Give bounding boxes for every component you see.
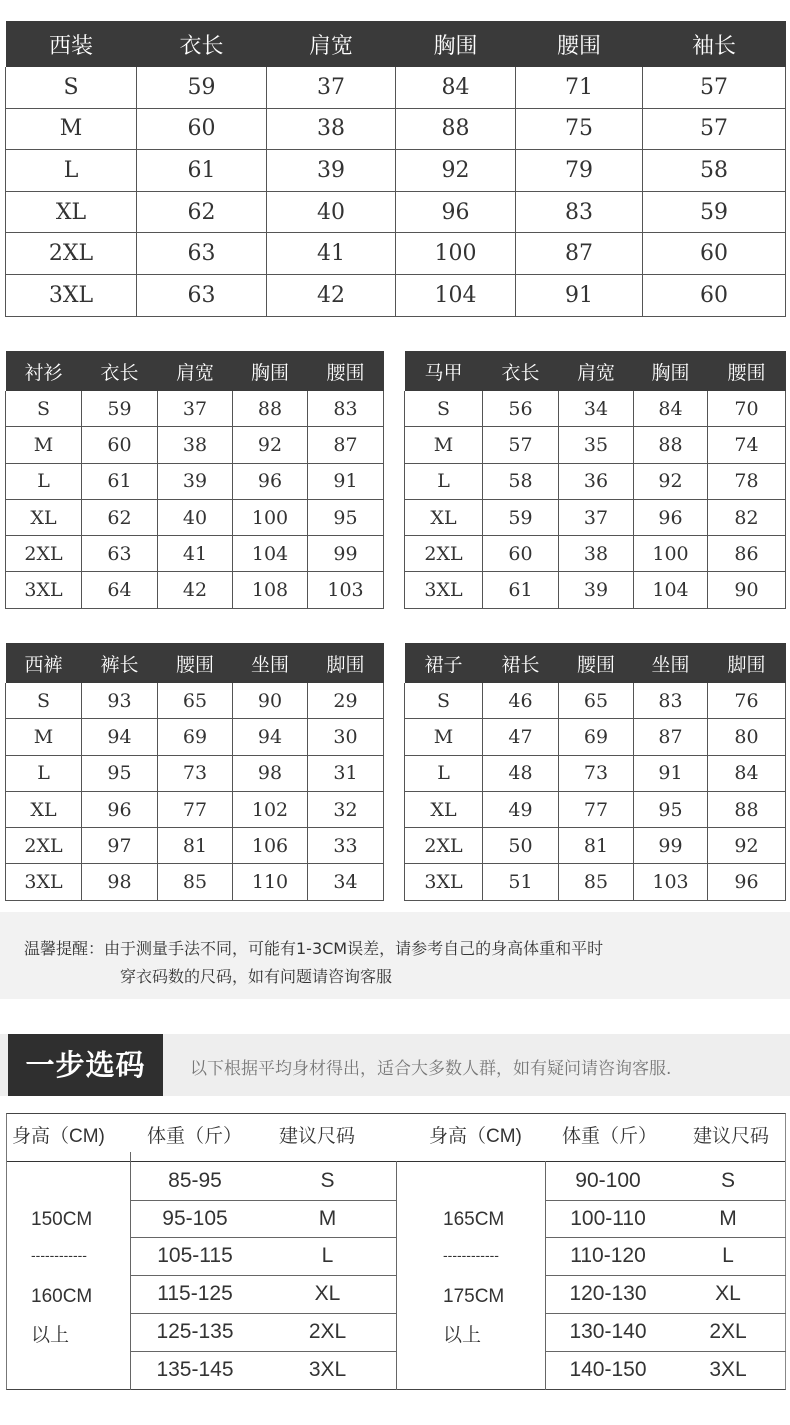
recommended-size-cell: XL xyxy=(314,1282,341,1306)
column-header: 肩宽 xyxy=(158,351,233,391)
table-row xyxy=(6,463,384,499)
measurement-cell: 95 xyxy=(634,791,708,827)
table-row xyxy=(6,150,786,192)
table-row xyxy=(6,864,384,900)
measurement-cell: 60 xyxy=(643,274,786,316)
size-label-cell: 3XL xyxy=(405,864,483,900)
weight-range-cell: 135-145 xyxy=(156,1357,234,1381)
right-height-b: 175CM xyxy=(443,1286,505,1307)
recommended-size-cell: 2XL xyxy=(308,1319,347,1343)
measurement-cell: 60 xyxy=(643,233,786,275)
size-label-cell: S xyxy=(6,391,82,427)
shirt-size-table xyxy=(5,351,384,609)
weight-range-cell: 100-110 xyxy=(570,1206,646,1230)
column-header: 脚围 xyxy=(308,643,384,683)
measurement-cell: 103 xyxy=(634,864,708,900)
size-label-cell: XL xyxy=(6,191,137,233)
table-row xyxy=(6,791,384,827)
measurement-cell: 63 xyxy=(137,233,267,275)
size-label-cell: S xyxy=(6,683,82,719)
measurement-cell: 65 xyxy=(559,683,634,719)
measurement-cell: 59 xyxy=(137,67,267,108)
weight-range-cell: 120-130 xyxy=(569,1282,647,1306)
weight-range-cell: 85-95 xyxy=(168,1169,222,1192)
measurement-cell: 95 xyxy=(308,499,384,535)
size-label-cell: 2XL xyxy=(405,536,483,572)
measurement-cell: 69 xyxy=(559,719,634,755)
left-height-a: 150CM xyxy=(31,1209,93,1230)
measurement-cell: 87 xyxy=(634,719,708,755)
measurement-cell: 104 xyxy=(634,572,708,608)
column-header: 腰围 xyxy=(158,643,233,683)
measurement-cell: 56 xyxy=(483,391,559,427)
measurement-cell: 88 xyxy=(396,108,516,150)
measurement-cell: 83 xyxy=(634,683,708,719)
measurement-cell: 80 xyxy=(708,719,786,755)
header-weight-right: 体重（斤） xyxy=(562,1126,658,1147)
measurement-cell: 47 xyxy=(483,719,559,755)
measurement-cell: 38 xyxy=(158,427,233,463)
size-label-cell: L xyxy=(6,755,82,791)
measurement-cell: 87 xyxy=(308,427,384,463)
measurement-cell: 34 xyxy=(308,864,384,900)
measurement-cell: 65 xyxy=(158,683,233,719)
recommended-size-cell: 3XL xyxy=(308,1357,347,1381)
banner-title: 一步选码 xyxy=(8,1034,163,1096)
column-header: 胸围 xyxy=(396,21,516,67)
measurement-cell: 82 xyxy=(708,499,786,535)
column-header: 腰围 xyxy=(308,351,384,391)
size-label-cell: M xyxy=(6,427,82,463)
table-header-row xyxy=(6,21,786,67)
size-label-cell: L xyxy=(405,463,483,499)
measurement-cell: 42 xyxy=(267,274,396,316)
column-header: 脚围 xyxy=(708,643,786,683)
size-label-cell: L xyxy=(6,463,82,499)
table-row xyxy=(6,391,384,427)
measurement-cell: 49 xyxy=(483,791,559,827)
measurement-cell: 100 xyxy=(396,233,516,275)
measurement-cell: 94 xyxy=(82,719,158,755)
size-selector-banner xyxy=(0,1034,790,1096)
column-header: 袖长 xyxy=(643,21,786,67)
table-row xyxy=(405,719,786,755)
size-label-cell: 2XL xyxy=(405,828,483,864)
table-row xyxy=(6,828,384,864)
measurement-cell: 37 xyxy=(559,499,634,535)
measurement-cell: 29 xyxy=(308,683,384,719)
measurement-cell: 91 xyxy=(634,755,708,791)
measurement-cell: 90 xyxy=(708,572,786,608)
measurement-cell: 92 xyxy=(233,427,308,463)
recommended-size-cell: L xyxy=(722,1244,734,1268)
measurement-cell: 32 xyxy=(308,791,384,827)
measurement-cell: 98 xyxy=(82,864,158,900)
right-height-a: 165CM xyxy=(443,1209,505,1230)
measurement-cell: 64 xyxy=(82,572,158,608)
measurement-cell: 33 xyxy=(308,828,384,864)
measurement-cell: 50 xyxy=(483,828,559,864)
header-size-left: 建议尺码 xyxy=(279,1126,356,1147)
table-row xyxy=(405,391,786,427)
table-row xyxy=(405,791,786,827)
measurement-cell: 37 xyxy=(158,391,233,427)
measurement-cell: 38 xyxy=(267,108,396,150)
measurement-cell: 63 xyxy=(137,274,267,316)
table-row xyxy=(405,572,786,608)
size-label-cell: S xyxy=(405,391,483,427)
size-label-cell: 2XL xyxy=(6,536,82,572)
measurement-cell: 77 xyxy=(559,791,634,827)
size-label-cell: XL xyxy=(405,791,483,827)
measurement-cell: 63 xyxy=(82,536,158,572)
table-row xyxy=(6,191,786,233)
tip-line-1: 温馨提醒：由于测量手法不同，可能有1-3CM误差，请参考自己的身高体重和平时 xyxy=(24,939,604,958)
measurement-cell: 96 xyxy=(233,463,308,499)
measurement-cell: 94 xyxy=(233,719,308,755)
measurement-cell: 96 xyxy=(634,499,708,535)
column-header: 衣长 xyxy=(483,351,559,391)
measurement-cell: 60 xyxy=(137,108,267,150)
measurement-cell: 48 xyxy=(483,755,559,791)
size-label-cell: 3XL xyxy=(6,864,82,900)
measurement-cell: 91 xyxy=(308,463,384,499)
recommended-size-cell: 3XL xyxy=(709,1357,747,1381)
measurement-cell: 88 xyxy=(634,427,708,463)
measurement-cell: 61 xyxy=(483,572,559,608)
size-label-cell: S xyxy=(405,683,483,719)
column-header: 衣长 xyxy=(137,21,267,67)
size-label-cell: 3XL xyxy=(6,274,137,316)
weight-range-cell: 90-100 xyxy=(575,1169,641,1192)
measurement-cell: 92 xyxy=(634,463,708,499)
table-row xyxy=(6,108,786,150)
measurement-cell: 39 xyxy=(267,150,396,192)
table-row xyxy=(6,683,384,719)
right-separator: ------------ xyxy=(443,1247,499,1263)
measurement-cell: 83 xyxy=(308,391,384,427)
header-weight-left: 体重（斤） xyxy=(147,1126,243,1147)
measurement-cell: 110 xyxy=(233,864,308,900)
measurement-cell: 57 xyxy=(643,108,786,150)
measurement-cell: 30 xyxy=(308,719,384,755)
size-label-cell: 3XL xyxy=(6,572,82,608)
column-header: 马甲 xyxy=(405,351,483,391)
size-label-cell: 3XL xyxy=(405,572,483,608)
size-label-cell: L xyxy=(405,755,483,791)
measurement-cell: 95 xyxy=(82,755,158,791)
column-header: 胸围 xyxy=(233,351,308,391)
measurement-cell: 98 xyxy=(233,755,308,791)
recommended-size-cell: S xyxy=(320,1169,335,1192)
table-row xyxy=(6,536,384,572)
column-header: 腰围 xyxy=(708,351,786,391)
weight-range-cell: 95-105 xyxy=(162,1206,228,1230)
column-header: 衬衫 xyxy=(6,351,82,391)
recommended-size-cell: 2XL xyxy=(709,1319,747,1343)
measurement-cell: 99 xyxy=(634,828,708,864)
measurement-cell: 40 xyxy=(158,499,233,535)
measurement-cell: 96 xyxy=(82,791,158,827)
size-label-cell: XL xyxy=(405,499,483,535)
size-label-cell: M xyxy=(6,719,82,755)
table-row xyxy=(6,572,384,608)
size-label-cell: 2XL xyxy=(6,828,82,864)
pants-size-table xyxy=(5,643,384,901)
left-height-b-suffix: 以上 xyxy=(31,1325,70,1346)
tip-line-2: 穿衣码数的尺码，如有问题请咨询客服 xyxy=(120,967,393,986)
measurement-cell: 59 xyxy=(82,391,158,427)
table-row xyxy=(6,719,384,755)
left-height-b: 160CM xyxy=(31,1286,93,1307)
recommended-size-cell: M xyxy=(719,1206,737,1230)
measurement-cell: 31 xyxy=(308,755,384,791)
size-label-cell: S xyxy=(6,67,137,108)
column-header: 腰围 xyxy=(516,21,643,67)
vest-size-table xyxy=(404,351,786,609)
measurement-cell: 91 xyxy=(516,274,643,316)
measurement-cell: 106 xyxy=(233,828,308,864)
measurement-cell: 41 xyxy=(267,233,396,275)
left-separator: ------------ xyxy=(31,1247,87,1263)
measurement-cell: 77 xyxy=(158,791,233,827)
table-row xyxy=(405,828,786,864)
measurement-cell: 38 xyxy=(559,536,634,572)
table-header-row xyxy=(6,351,384,391)
measurement-cell: 99 xyxy=(308,536,384,572)
measurement-cell: 69 xyxy=(158,719,233,755)
column-header: 腰围 xyxy=(559,643,634,683)
column-header: 裙子 xyxy=(405,643,483,683)
measurement-cell: 61 xyxy=(82,463,158,499)
column-header: 衣长 xyxy=(82,351,158,391)
measurement-cell: 59 xyxy=(643,191,786,233)
measurement-cell: 37 xyxy=(267,67,396,108)
measurement-cell: 86 xyxy=(708,536,786,572)
weight-range-cell: 110-120 xyxy=(570,1244,646,1268)
recommended-size-cell: L xyxy=(321,1244,334,1268)
measurement-cell: 71 xyxy=(516,67,643,108)
column-header: 胸围 xyxy=(634,351,708,391)
measurement-cell: 97 xyxy=(82,828,158,864)
measurement-cell: 34 xyxy=(559,391,634,427)
header-height-left: 身高（CM) xyxy=(12,1126,105,1147)
measurement-cell: 102 xyxy=(233,791,308,827)
table-row xyxy=(405,755,786,791)
measurement-cell: 85 xyxy=(559,864,634,900)
measurement-cell: 58 xyxy=(483,463,559,499)
size-recommendation-table xyxy=(6,1113,786,1390)
measurement-cell: 61 xyxy=(137,150,267,192)
size-label-cell: M xyxy=(405,719,483,755)
table-row xyxy=(6,233,786,275)
measurement-cell: 36 xyxy=(559,463,634,499)
recommended-size-cell: S xyxy=(720,1169,735,1192)
weight-range-cell: 140-150 xyxy=(569,1357,647,1381)
measurement-cell: 57 xyxy=(483,427,559,463)
column-header: 肩宽 xyxy=(559,351,634,391)
suit-size-table xyxy=(5,21,786,317)
measurement-cell: 42 xyxy=(158,572,233,608)
header-height-right: 身高（CM) xyxy=(429,1126,522,1147)
table-row xyxy=(6,755,384,791)
column-header: 西装 xyxy=(6,21,137,67)
table-row xyxy=(6,274,786,316)
column-header: 坐围 xyxy=(233,643,308,683)
table-header-row xyxy=(6,643,384,683)
measurement-cell: 93 xyxy=(82,683,158,719)
measurement-cell: 88 xyxy=(708,791,786,827)
measurement-cell: 104 xyxy=(396,274,516,316)
recommended-size-cell: XL xyxy=(715,1282,741,1306)
table-row xyxy=(405,463,786,499)
measurement-cell: 81 xyxy=(559,828,634,864)
measurement-cell: 75 xyxy=(516,108,643,150)
column-header: 裤长 xyxy=(82,643,158,683)
table-row xyxy=(405,427,786,463)
table-row xyxy=(405,499,786,535)
table-row xyxy=(6,67,786,108)
size-label-cell: XL xyxy=(6,499,82,535)
measurement-cell: 59 xyxy=(483,499,559,535)
measurement-cell: 73 xyxy=(559,755,634,791)
measurement-cell: 51 xyxy=(483,864,559,900)
column-header: 西裤 xyxy=(6,643,82,683)
measurement-cell: 58 xyxy=(643,150,786,192)
measurement-cell: 92 xyxy=(708,828,786,864)
measurement-cell: 79 xyxy=(516,150,643,192)
measurement-cell: 62 xyxy=(137,191,267,233)
size-label-cell: XL xyxy=(6,791,82,827)
measurement-cell: 84 xyxy=(634,391,708,427)
recommended-size-cell: M xyxy=(318,1206,337,1230)
size-label-cell: M xyxy=(405,427,483,463)
measurement-cell: 100 xyxy=(634,536,708,572)
measurement-cell: 84 xyxy=(708,755,786,791)
measurement-cell: 92 xyxy=(396,150,516,192)
measurement-cell: 96 xyxy=(708,864,786,900)
column-header: 肩宽 xyxy=(267,21,396,67)
table-header-row xyxy=(405,351,786,391)
measurement-cell: 62 xyxy=(82,499,158,535)
measurement-cell: 60 xyxy=(483,536,559,572)
measurement-cell: 74 xyxy=(708,427,786,463)
measurement-cell: 73 xyxy=(158,755,233,791)
measurement-cell: 83 xyxy=(516,191,643,233)
measurement-cell: 40 xyxy=(267,191,396,233)
table-row xyxy=(405,683,786,719)
measurement-cell: 81 xyxy=(158,828,233,864)
measurement-cell: 57 xyxy=(643,67,786,108)
table-row xyxy=(405,536,786,572)
table-header-row xyxy=(405,643,786,683)
header-size-right: 建议尺码 xyxy=(693,1126,770,1147)
measurement-cell: 46 xyxy=(483,683,559,719)
skirt-size-table xyxy=(404,643,786,901)
weight-range-cell: 130-140 xyxy=(569,1319,647,1343)
weight-range-cell: 125-135 xyxy=(156,1319,234,1343)
measurement-cell: 104 xyxy=(233,536,308,572)
measurement-cell: 88 xyxy=(233,391,308,427)
size-label-cell: 2XL xyxy=(6,233,137,275)
tip-box xyxy=(0,912,790,999)
measurement-cell: 78 xyxy=(708,463,786,499)
banner-subtitle: 以下根据平均身材得出，适合大多数人群，如有疑问请咨询客服. xyxy=(190,1059,672,1079)
weight-range-cell: 115-125 xyxy=(157,1282,233,1306)
measurement-cell: 87 xyxy=(516,233,643,275)
column-header: 坐围 xyxy=(634,643,708,683)
measurement-cell: 85 xyxy=(158,864,233,900)
measurement-cell: 39 xyxy=(158,463,233,499)
table-row xyxy=(6,427,384,463)
column-header: 裙长 xyxy=(483,643,559,683)
weight-range-cell: 105-115 xyxy=(157,1244,233,1268)
measurement-cell: 41 xyxy=(158,536,233,572)
measurement-cell: 90 xyxy=(233,683,308,719)
measurement-cell: 35 xyxy=(559,427,634,463)
measurement-cell: 108 xyxy=(233,572,308,608)
measurement-cell: 76 xyxy=(708,683,786,719)
measurement-cell: 60 xyxy=(82,427,158,463)
size-label-cell: M xyxy=(6,108,137,150)
table-row xyxy=(6,499,384,535)
measurement-cell: 103 xyxy=(308,572,384,608)
measurement-cell: 100 xyxy=(233,499,308,535)
measurement-cell: 39 xyxy=(559,572,634,608)
measurement-cell: 70 xyxy=(708,391,786,427)
table-row xyxy=(405,864,786,900)
right-height-b-suffix: 以上 xyxy=(443,1325,482,1346)
size-label-cell: L xyxy=(6,150,137,192)
measurement-cell: 84 xyxy=(396,67,516,108)
measurement-cell: 96 xyxy=(396,191,516,233)
